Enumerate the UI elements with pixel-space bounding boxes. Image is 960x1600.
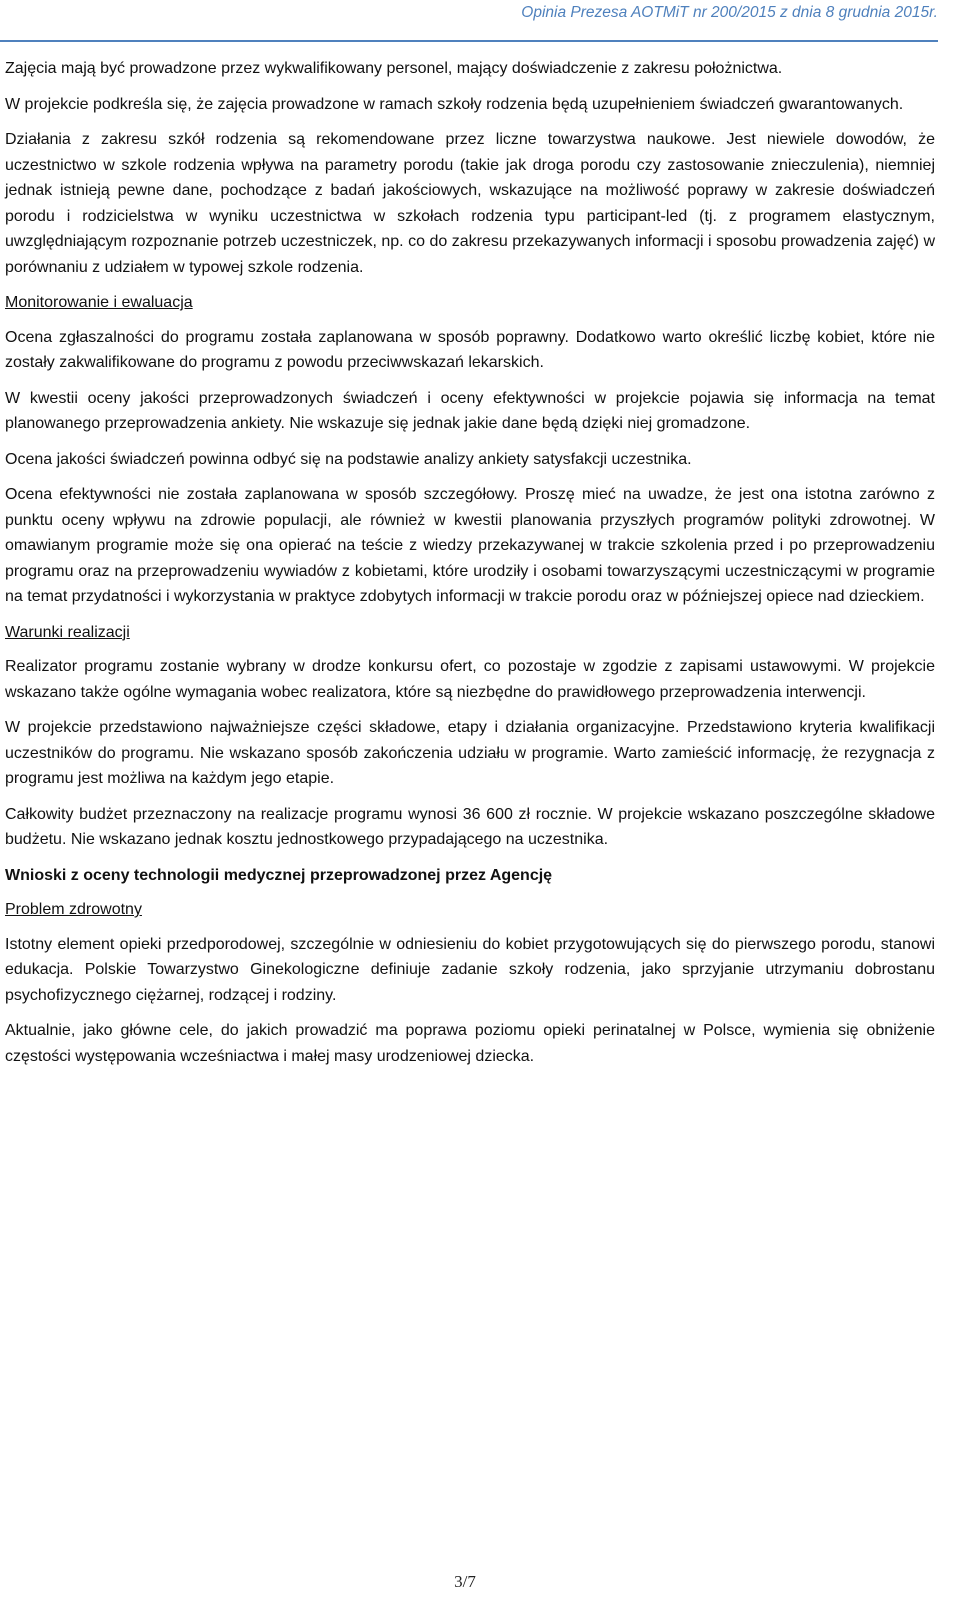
section-heading-monitoring: Monitorowanie i ewaluacja (5, 294, 193, 311)
section-heading-problem: Problem zdrowotny (5, 901, 142, 918)
document-body (5, 56, 935, 1079)
paragraph: Działania z zakresu szkół rodzenia są rekomendowane przez liczne towarzystwa naukowe. Jest niewiele dowodów, że uczestnictwo w szkole rodzenia wpływa na parametry porodu (takie jak droga porodu czy zastosowanie znieczulenia), niemniej jednak istnieją pewne dane, pochodzące z badań jakościowych, wskazujące na możliwość poprawy w zakresie doświadczeń porodu i rodzicielstwa w wyniku uczestnictwa w szkołach rodzenia typu participant-led (tj. z programem elastycznym, uwzględniającym rozpoznanie potrzeb uczestniczek, np. co do zakresu przekazywanych informacji i sposobu prowadzenia zajęć) w porównaniu z udziałem w typowej szkole rodzenia. (5, 131, 935, 276)
paragraph: Ocena efektywności nie została zaplanowana w sposób szczegółowy. Proszę mieć na uwadze, że jest ona istotna zarówno z punktu oceny wpływu na zdrowie populacji, ale również w kwestii planowania przyszłych programów polityki zdrowotnej. W omawianym programie może się ona opierać na teście z wiedzy przekazywanej w trakcie szkolenia przed i po przeprowadzeniu programu oraz na przeprowadzeniu wywiadów z kobietami, które urodziły i osobami towarzyszącymi uczestniczącymi w programie na temat przydatności i wykorzystania w praktyce zdobytych informacji w trakcie porodu oraz w późniejszej opiece nad dzieckiem. (5, 486, 935, 605)
section-heading-warunki: Warunki realizacji (5, 623, 130, 641)
paragraph: Aktualnie, jako główne cele, do jakich prowadzić ma poprawa poziomu opieki perinatalnej w Polsce, wymienia się obniżenie częstości występowania wcześniactwa i małej masy urodzeniowej dziecka. (5, 1022, 935, 1065)
paragraph: W projekcie przedstawiono najważniejsze części składowe, etapy i działania organizacyjne. Przedstawiono kryteria kwalifikacji uczestników do programu. Nie wskazano sposób zakończenia udziału w programie. Warto zamieścić informację, że rezygnacja z programu jest możliwa na każdym jego etapie. (5, 719, 935, 787)
document-header: Opinia Prezesa AOTMiT nr 200/2015 z dnia 8 grudnia 2015r. (521, 4, 938, 21)
paragraph: Ocena zgłaszalności do programu została zaplanowana w sposób poprawny. Dodatkowo warto określić liczbę kobiet, które nie zostały zakwalifikowane do programu z powodu przeciwwskazań lekarskich. (5, 328, 935, 371)
paragraph: Ocena jakości świadczeń powinna odbyć się na podstawie analizy ankiety satysfakcji uczestnika. (5, 450, 692, 468)
paragraph: Zajęcia mają być prowadzone przez wykwalifikowany personel, mający doświadczenie z zakresu położnictwa. (5, 60, 783, 77)
paragraph: W projekcie podkreśla się, że zajęcia prowadzone w ramach szkoły rodzenia będą uzupełnieniem świadczeń gwarantowanych. (5, 95, 904, 113)
paragraph: Całkowity budżet przeznaczony na realizacje programu wynosi 36 600 zł rocznie. W projekcie wskazano poszczególne składowe budżetu. Nie wskazano jednak kosztu jednostkowego przypadającego na uczestnika. (5, 805, 935, 848)
header-divider (0, 40, 938, 42)
page-number: 3/7 (454, 1572, 476, 1591)
paragraph: Realizator programu zostanie wybrany w drodze konkursu ofert, co pozostaje w zgodzie z zapisami ustawowymi. W projekcie wskazano także ogólne wymagania wobec realizatora, które są niezbędne do prawidłowego przeprowadzenia interwencji. (5, 658, 935, 701)
section-title-wnioski: Wnioski z oceny technologii medycznej przeprowadzonej przez Agencję (5, 866, 553, 884)
paragraph: W kwestii oceny jakości przeprowadzonych świadczeń i oceny efektywności w projekcie pojawia się informacja na temat planowanego przeprowadzenia ankiety. Nie wskazuje się jednak jakie dane będą dzięki niej gromadzone. (5, 389, 935, 432)
paragraph: Istotny element opieki przedporodowej, szczególnie w odniesieniu do kobiet przygotowujących się do pierwszego porodu, stanowi edukacja. Polskie Towarzystwo Ginekologiczne definiuje zadanie szkoły rodzenia, jako sprzyjanie utrzymaniu dobrostanu psychofizycznego ciężarnej, rodzącej i rodziny. (5, 935, 935, 1004)
